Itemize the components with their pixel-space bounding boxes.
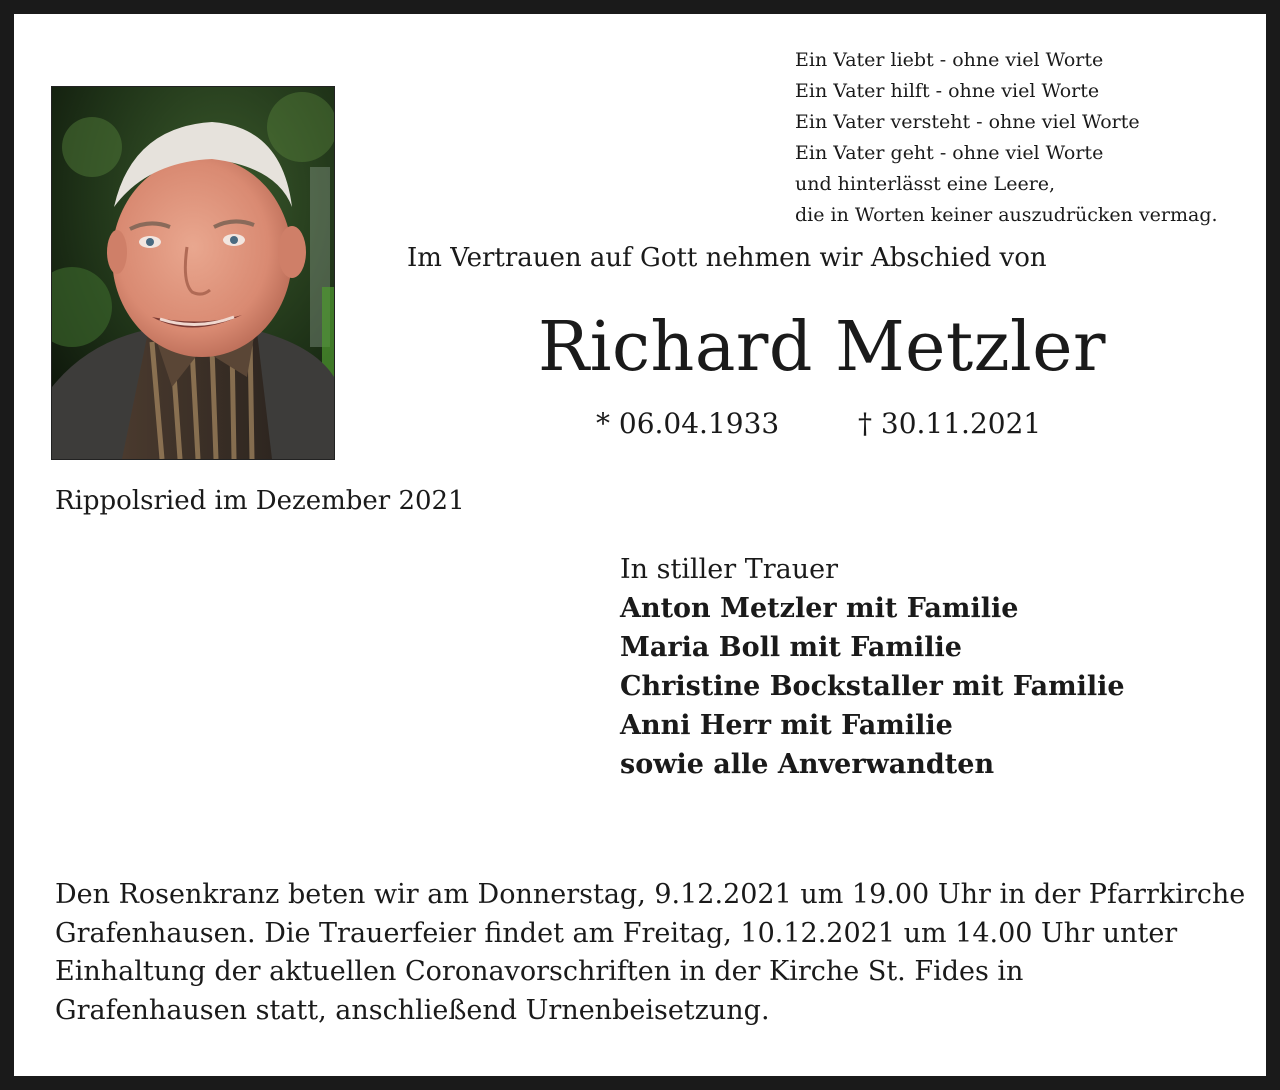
place-and-date: Rippolsried im Dezember 2021 xyxy=(55,486,465,516)
notice-line: Grafenhausen. Die Trauerfeier findet am Freitag, 10.12.2021 um 14.00 Uhr unter xyxy=(55,917,1178,949)
notice-line: Einhaltung der aktuellen Coronavorschriften in der Kirche St. Fides in xyxy=(55,956,1024,987)
poem-line: die in Worten keiner auszudrücken vermag. xyxy=(795,204,1218,226)
poem-line: Ein Vater liebt - ohne viel Worte xyxy=(795,49,1104,71)
poem-line: und hinterlässt eine Leere, xyxy=(795,173,1056,195)
mourners-block xyxy=(620,550,1125,784)
mourner-name: Anni Herr mit Familie xyxy=(620,710,953,741)
notice-line: Den Rosenkranz beten wir am Donnerstag, 9.12.2021 um 19.00 Uhr in der Pfarrkirche xyxy=(55,879,1246,910)
notice-line: Grafenhausen statt, anschließend Urnenbeisetzung. xyxy=(55,994,770,1026)
mourners-heading: In stiller Trauer xyxy=(620,554,839,585)
service-notice xyxy=(55,876,1245,1030)
mourner-name: Christine Bockstaller mit Familie xyxy=(620,671,1125,702)
portrait-photo xyxy=(51,86,335,460)
mourner-name: sowie alle Anverwandten xyxy=(620,749,995,780)
deceased-name: Richard Metzler xyxy=(538,308,1107,387)
mourner-name: Anton Metzler mit Familie xyxy=(620,593,1019,624)
intro-text: Im Vertrauen auf Gott nehmen wir Abschied von xyxy=(407,243,1047,273)
poem-line: Ein Vater versteht - ohne viel Worte xyxy=(795,111,1140,133)
poem xyxy=(795,45,1245,231)
birth-date: * 06.04.1933 xyxy=(596,407,780,440)
mourner-name: Maria Boll mit Familie xyxy=(620,632,962,663)
poem-line: Ein Vater geht - ohne viel Worte xyxy=(795,142,1104,164)
death-date: † 30.11.2021 xyxy=(858,407,1042,440)
poem-line: Ein Vater hilft - ohne viel Worte xyxy=(795,80,1100,102)
